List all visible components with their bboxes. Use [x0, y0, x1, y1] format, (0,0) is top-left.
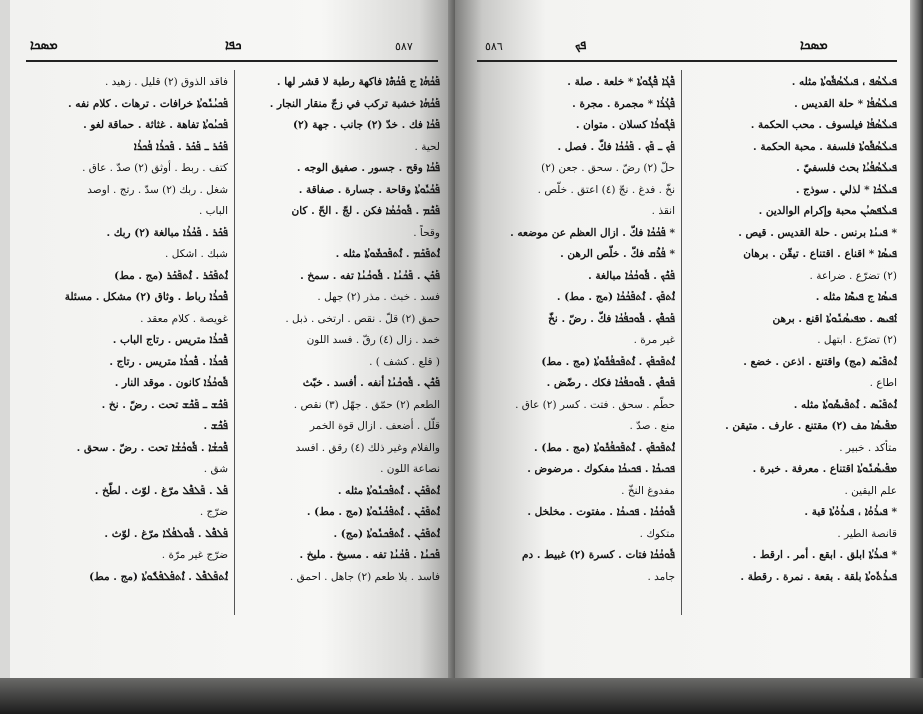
dictionary-line: (٢) تضرّع . ضراعة . [809, 269, 897, 282]
left-column-divider [234, 70, 235, 615]
dictionary-line: فاسد . بلا طعم (٢) جاهل . احمق . [289, 570, 440, 583]
dictionary-line: غير مرة . [633, 334, 675, 346]
dictionary-line: غويصة . كلام معقد . [140, 312, 228, 325]
dictionary-line: ܦܰܟܳܐ فك . خدّ (٢) جانب . جهة (٢) [293, 119, 440, 131]
dictionary-line: ܦܝܠܳܣܳܦܳܐ * حلة القديس . [794, 97, 897, 110]
left-page-number: ٥٨٧ [395, 40, 413, 53]
dictionary-line: لحية . [414, 140, 440, 153]
dictionary-line: ܦܰܟܳܗܳܐ خشبة تركب في زجّ منقار النجار . [269, 97, 440, 110]
dictionary-line: شغل . ربك (٢) سدّ . رتج . اوصد [87, 183, 228, 196]
right-header-word: ܦܟ [575, 38, 587, 53]
dictionary-line: ܐܶܬܦܰܟܦܰܟ . ܐܶܬܦܰܟܦܳܟܽܘܬܳܐ (مج . مط) . [534, 441, 675, 454]
dictionary-line: ܦܶܟܪܳܐ . ܦܶܟܪܳܐ متريس . رتاج . [109, 355, 228, 368]
dictionary-line: ܦܝܠܳܣܳܦܽܘܬܳܐ فلسفة . محبة الحكمة . [753, 140, 897, 153]
left-page-outer-column [24, 72, 228, 588]
dictionary-line: ܦܽܘܟܳܟܳܐ فتات . كسرة (٢) غبيط . دم [521, 549, 675, 561]
table-background [0, 678, 923, 714]
right-column-divider [681, 70, 682, 615]
left-header-rule [26, 60, 438, 62]
dictionary-line: ܡܦܰܝܣܳܢܽܘܬܳܐ اقتناع . معرفة . خبرة . [752, 463, 897, 475]
dictionary-line: ܐܶܬܦܰܠܦܶܠ . ܐܶܬܦܰܠܦܰܠܽܘܬܳܐ (مج . مط) [89, 570, 228, 583]
dictionary-line: نخّ . فدغ . نجّ (٤) اعتق . خلّص . [537, 183, 675, 196]
dictionary-line: حلّ (٢) رضّ . سحق . جعن (٢) [541, 162, 675, 174]
dictionary-line: (٢) تضرّع . ابتهل . [817, 334, 897, 346]
left-page-header [10, 38, 455, 60]
dictionary-line: ( قلع . كشف ) . [369, 355, 440, 368]
dictionary-line: انقذ . [651, 205, 675, 217]
dictionary-line: ܦܟܝܟܳܐ . ܦܟܝܟܳܐ مفكوك . مرضوض . [527, 463, 675, 475]
dictionary-line: * ܦܰܟܳܟܳܐ فكّ . ازال العظم عن موضعه . [510, 226, 675, 239]
dictionary-line: وقحاً . [413, 226, 440, 239]
dictionary-line: حمق (٢) قلّ . نقص . ارتخى . ذبل . [285, 312, 440, 325]
right-header-right-word: ܡܣܟܐ [800, 38, 828, 53]
dictionary-line: ܦܶܟܪܳܐ متريس . رتاج الباب . [112, 334, 228, 346]
dictionary-line: الطعم (٢) حمّق . جهّل (٣) نقص . [293, 398, 440, 411]
dictionary-line: ܐܶܬܦܰܟܰܪ . ܐܶܬܦܰܟܰܪ (مج . مط) [114, 269, 228, 282]
dictionary-line: علم اليقين . [844, 484, 897, 497]
dictionary-line: ܐܶܬܦܰܟܰܢ . ܐܶܬܦܰܟܢܽܘܬܳܐ (مج) . [333, 527, 440, 540]
dictionary-line: ܦܝܠܳܟܳܐ * لذلي . سوذج . [795, 183, 897, 196]
dictionary-line: ܦܶܓܳܐ ܦܶܓܽܘܬܳܐ * خلعة . صلة . [567, 76, 675, 88]
right-page [455, 0, 910, 680]
dictionary-line: والفلام وغير ذلك (٤) رقق . افسد [295, 441, 440, 454]
dictionary-line: * ܦܝܪܳܘܳܐ ، ܦܝܪܳܘܳܬܳܐ قبة . [804, 506, 897, 518]
dictionary-line: ܐܶܬܦܰܝܰܣ . ܐܶܬܦܰܝܣܽܘܬܳܐ مثله . [793, 398, 897, 411]
dictionary-line: ܦܰܟܳܗܳܐ ج ܦܰܟܳܗܶܐ فاكهة رطبة لا قشر لها . [276, 76, 440, 88]
dictionary-line: ܦܰܟܶܟ . ܦܽܘܟܳܟܳܐ مبالغة . [588, 269, 675, 282]
dictionary-line: ܡܦܰܝܣܳܐ مف (٢) مقتنع . عارف . متيقن . [725, 420, 897, 432]
dictionary-line: ܦܰܟܰܪ ـ ܦܰܟܰܪ . ܦܰܟܪܳܐ ܦܳܟܪܳܐ [133, 140, 228, 153]
dictionary-line: ܦܰܟܢܳܐ . ܦܰܟܳܢܳܐ تفه . مسيخ . مليخ . [299, 549, 440, 561]
dictionary-line: ܦܰܟܳܝܽܘܬܳܐ وقاحة . جسارة . صفاقة . [298, 183, 440, 196]
dictionary-line: ܦܰܟܶܫ . [203, 420, 228, 432]
dictionary-line: متكوك . [639, 527, 675, 540]
dictionary-line: ܦܝܠܳܣܳܦ ، ܦܝܠܳܣܳܦܽܘܬܳܐ مثله . [791, 76, 897, 88]
dictionary-line: * ܦܳܪܶܩ فكّ . خلّص الرهن . [560, 248, 675, 260]
left-page [10, 0, 455, 680]
dictionary-line: ܦܰܠ . ܦܰܠܦܶܠ مرّغ . لوّث . لطّخ . [94, 484, 228, 497]
dictionary-line: ܐܶܬܦܰܟܰܡ . ܐܶܬܦܰܟܡܽܘܬܳܐ مثله . [335, 248, 440, 260]
dictionary-line: ضرّج . [199, 506, 228, 518]
dictionary-line: ܦܝܠܳܣܳܦܳܝܳܐ بحث فلسفيّ . [796, 162, 897, 174]
dictionary-line: ܐܶܬܦܰܟܰܢ . ܐܶܬܦܰܟܳܢܽܘܬܳܐ (مج . مط) . [306, 506, 440, 518]
dictionary-line: ܦܰܠܦܶܠ . ܦܽܘܠܦܳܠܳܐ مرّغ . لوّث . [104, 527, 228, 540]
dictionary-line: شبك . اشكل . [165, 248, 228, 260]
left-header-word: ܡܣܟܐ [30, 38, 58, 53]
dictionary-line: ܦܽܘܟܳܟܳܐ . ܦܟܝܟܳܐ . مفتوت . مخلخل . [527, 506, 675, 518]
dictionary-line: ضرّج غير مرّة . [161, 549, 228, 561]
dictionary-line: حطّم . سحق . فتت . كسر (٢) عاق . [515, 398, 675, 411]
left-page-inner-column [238, 72, 440, 588]
dictionary-line: ܦܶܟܪܳܐ رباط . وثاق (٢) مشكل . مسئلة [64, 291, 228, 303]
dictionary-line: ܐܶܬܦܰܟܦܰܟ . ܐܶܬܦܰܟܦܳܟܽܘܬܳܐ (مج . مط) [541, 355, 675, 368]
dictionary-line: الباب . [198, 205, 228, 217]
dictionary-line: قلّل . أضعف . ازال قوة الخمر [309, 420, 440, 432]
dictionary-line: ܦܰܟܰܪ . ܦܰܟܳܪܳܐ مبالغة (٢) ربك . [106, 226, 228, 239]
dictionary-line: اطاع . [869, 377, 897, 389]
dictionary-line: ܦܝܠܳܣܳܦܳܐ فيلسوف . محب الحكمة . [750, 119, 897, 131]
right-page-header [455, 38, 910, 60]
dictionary-line: ܦܰܟܝܳܘܬܳܐ تفاهة . غثاثة . حماقة لغو . [83, 119, 228, 131]
dictionary-line: جامد . [647, 570, 675, 583]
dictionary-line: ܦܰܟ ـ ܦܰܟ . ܦܰܟܳܟܳܐ فكّ . فصل . [557, 140, 675, 153]
dictionary-line: ܦܰܟܶܡ . ܦܽܘܟܳܡܳܐ فكن . لجّ . الحّ . كان [291, 205, 440, 217]
dictionary-line: شق . [203, 463, 228, 475]
dictionary-line: ܦܰܟܳܐ وقح . جسور . صفيق الوجه . [296, 162, 440, 174]
right-header-rule [477, 60, 897, 62]
left-header-center-word: ܟܦܐ [225, 38, 242, 53]
dictionary-line: ܐܶܬܦܰܟ . ܐܶܬܦܰܟܳܟܳܐ (مج . مط) . [556, 291, 675, 303]
dictionary-line: ܦܰܟܶܢ . ܦܽܘܟܳܢܳܐ أنفه . أفسد . خبّث [302, 377, 440, 389]
dictionary-line: متأكد . خبير . [839, 441, 897, 454]
dictionary-line: ܦܶܓܳܪܳܐ * مجمرة . مجرة . [572, 97, 675, 110]
dictionary-line: ܦܝܪܳܬܽܘܬܳܐ بلقة . بقعة . نمرة . رقطة . [740, 570, 897, 583]
dictionary-line: ܐܶܬܦܰܟܰܢ . ܐܶܬܦܰܟܢܽܘܬܳܐ مثله . [337, 484, 440, 497]
dictionary-line: ܦܰܟܝܳܢܽܘܬܳܐ خرافات . ترهات . كلام نفه . [68, 97, 228, 110]
dictionary-line: ܦܰܟܶܫ ـ ܦܰܟܶܫ تحت . رضّ . نخ . [101, 398, 228, 411]
dictionary-line: ܦܰܟܰܢ . ܦܰܟܳܢܳܐ . ܦܽܘܟܳܢܳܐ تفه . سمخ . [300, 269, 440, 282]
dictionary-line: ܦܶܟܫܳܐ . ܦܽܘܟܳܫܳܐ تحت . رضّ . سحق . [76, 441, 228, 454]
dictionary-line: * ܦܝܢܳܐ برنس . حلة القديس . قيص . [738, 226, 897, 239]
dictionary-line: ܦܽܘܟܳܪܳܐ كانون . موقد النار . [114, 377, 228, 389]
dictionary-line: ܦܝܠܳܦܣܝܳܢ محبة وإكرام الوالدين . [758, 205, 897, 217]
dictionary-line: ܐܰܦܝܣ . ܡܦܝܣܳܢܽܘܬܳܐ اقنع . برهن [772, 312, 897, 325]
dictionary-line: نصاعة اللون . [380, 463, 440, 475]
dictionary-line: منع . صدّ . [629, 420, 675, 432]
dictionary-line: فسد . خبث . مذر (٢) جهل . [317, 291, 440, 303]
dictionary-line: * ܦܝܪܳܬܳܐ ابلق . ابقع . أمر . ارقط . [752, 549, 897, 561]
dictionary-line: ܦܰܓܽܘܪܳܐ كسلان . متوان . [575, 119, 675, 131]
dictionary-line: خمد . زال (٤) رقّ . فسد اللون [306, 334, 440, 346]
right-page-inner-column [475, 72, 675, 588]
dictionary-line: ܦܝܣܳܐ ج ܦܝܣܶܐ مثله . [815, 291, 897, 303]
dictionary-line: ܐܶܬܦܰܝܰܣ (مج) واقتنع . اذعن . خضع . [743, 355, 897, 368]
right-page-number: ٥٨٦ [485, 40, 503, 53]
dictionary-line: ܦܝܣܳܐ * اقناع . اقتناع . تيقّن . برهان [743, 248, 897, 260]
dictionary-line: ܦܰܟܦܶܟ . ܦܽܘܟܦܳܟܳܐ فكك . رضّض . [546, 377, 675, 389]
dictionary-line: كتف . ربط . أوثق (٢) صدّ . عاق . [82, 162, 228, 174]
dictionary-line: ܦܰܟܦܶܟ . ܦܽܘܟܦܳܟܳܐ فكّ . رضّ . نخّ [548, 312, 675, 325]
dictionary-line: فاقد الذوق (٢) قليل . زهيد . [104, 76, 228, 88]
dictionary-line: قانصة الطير . [837, 527, 897, 540]
dictionary-line: مفدوغ النخّ . [621, 484, 675, 497]
right-page-outer-column [687, 72, 897, 588]
book-edge [910, 0, 923, 690]
